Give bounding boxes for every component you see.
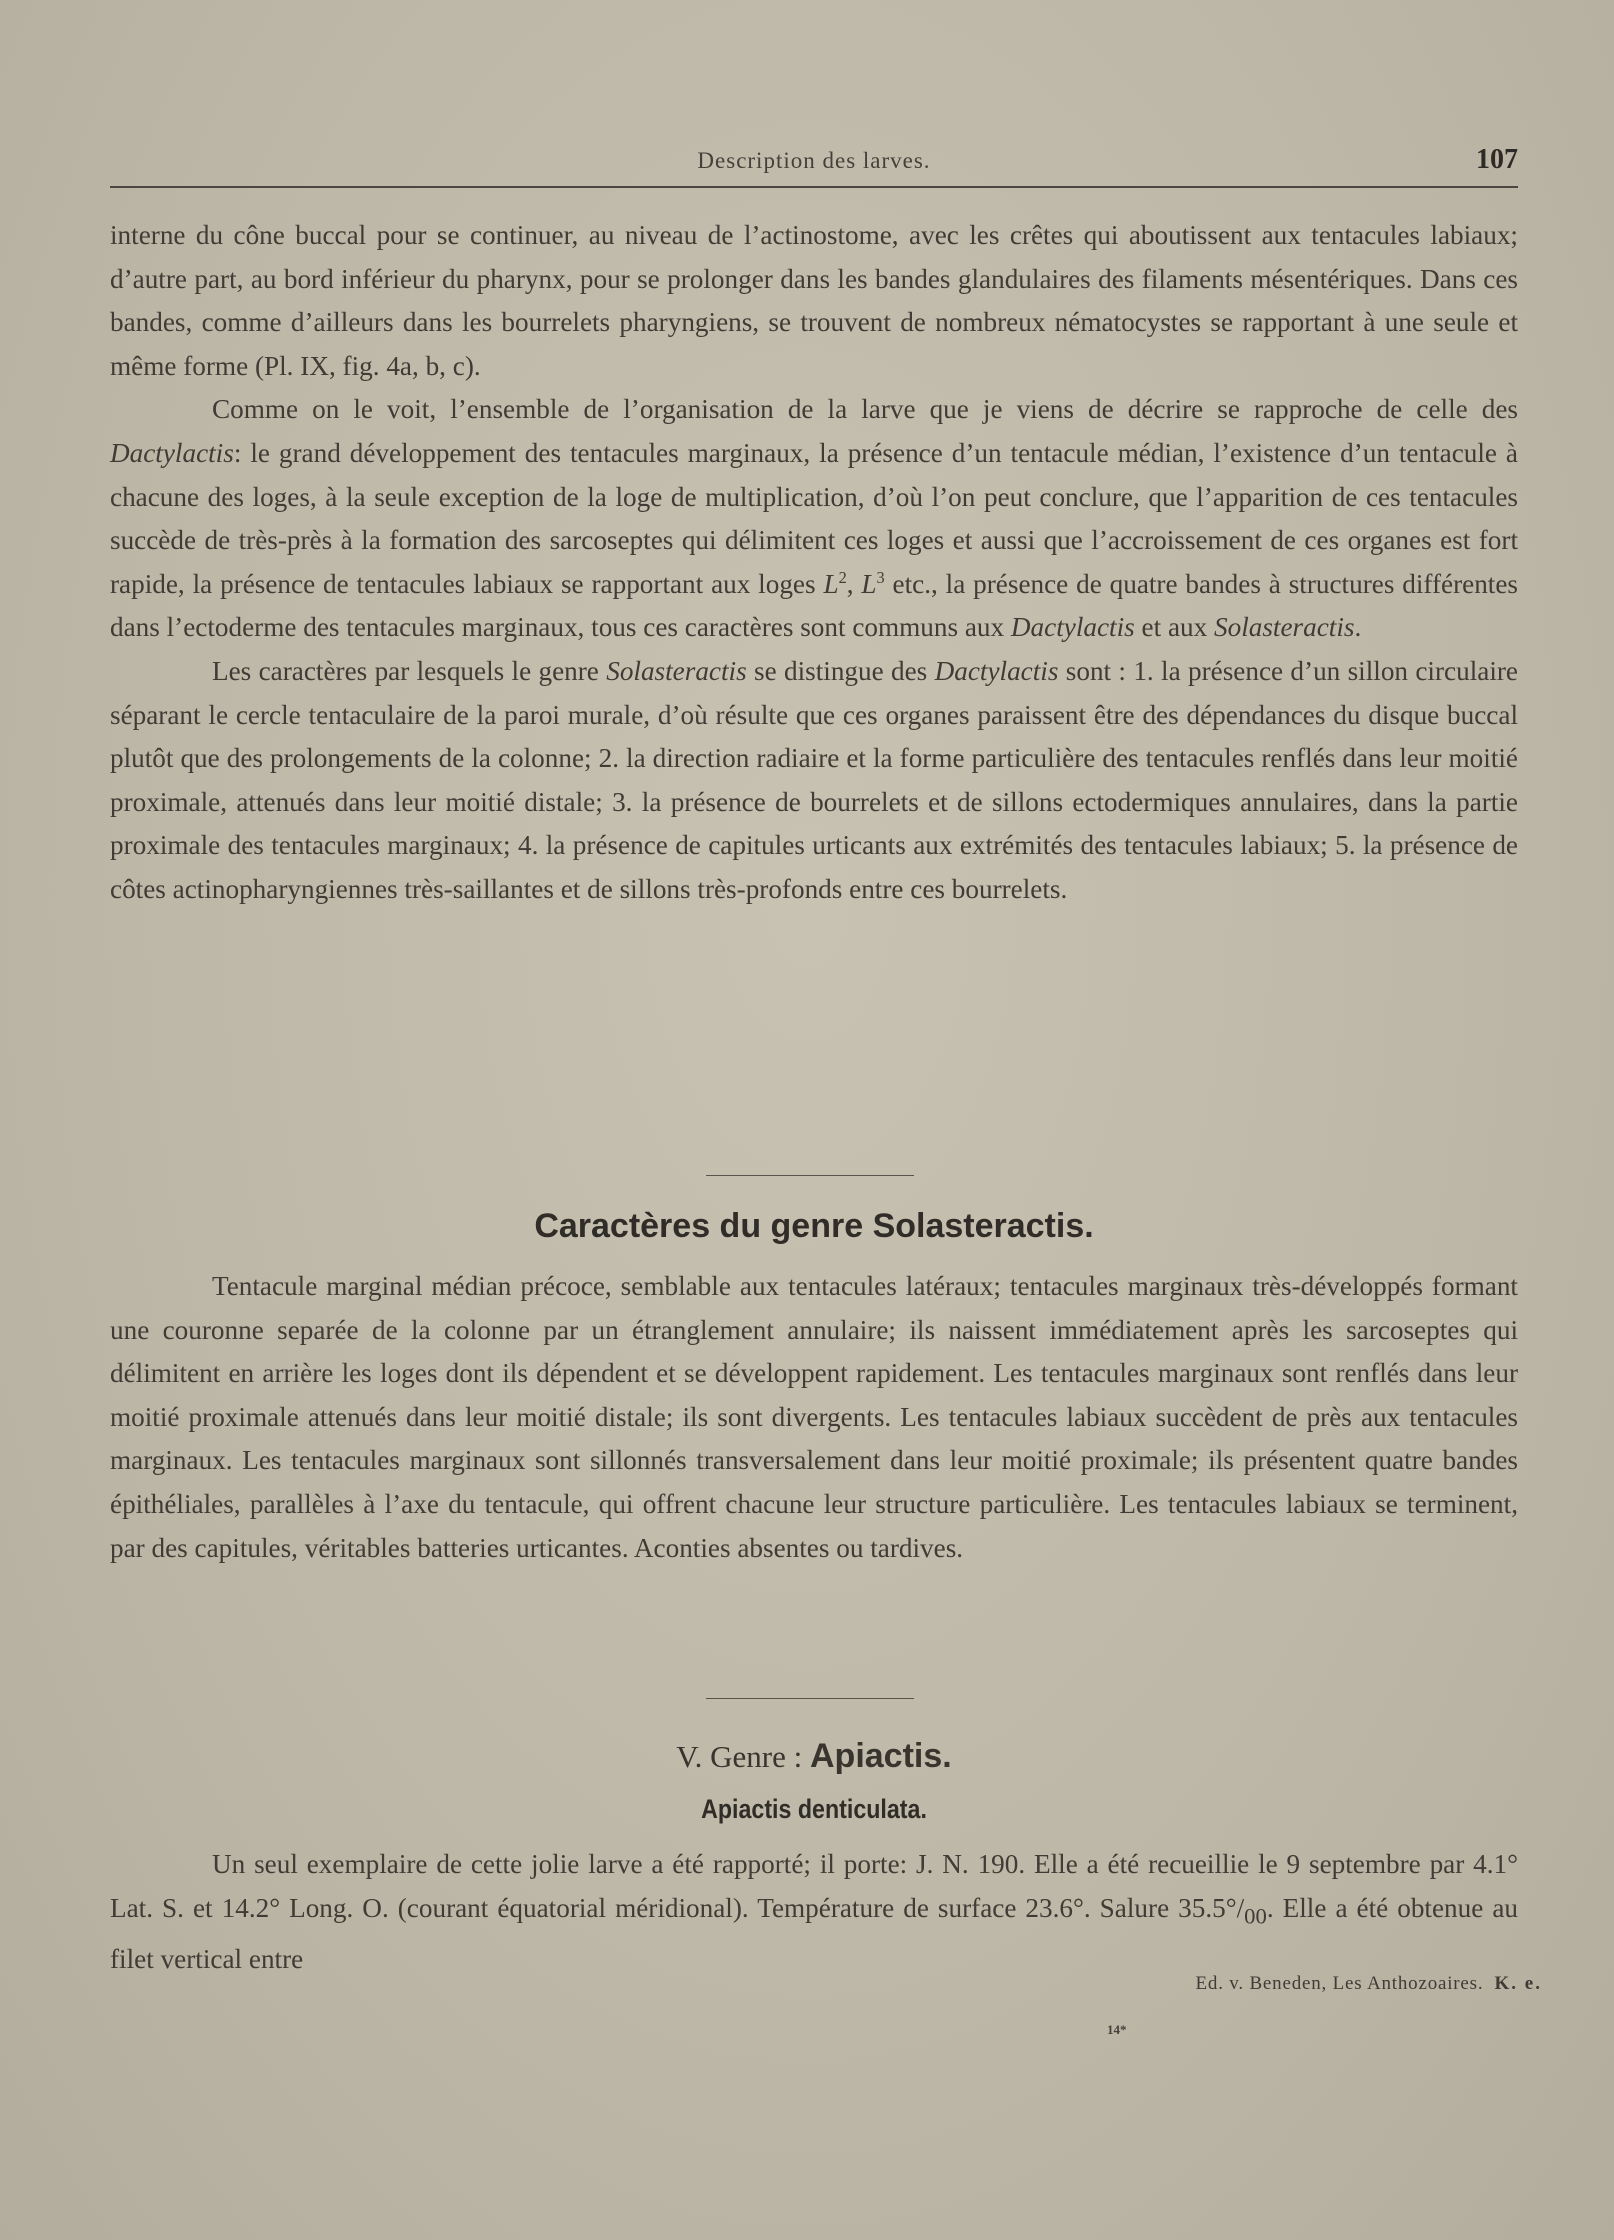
script-text: 3 bbox=[876, 567, 885, 587]
italic-term: L bbox=[823, 568, 839, 599]
text-run: Comme on le voit, l’ensemble de l’organisation de la larve que je viens de décrire se rapproche de celle des bbox=[212, 394, 1518, 425]
text-run: se distingue des bbox=[746, 655, 935, 686]
text-run: et aux bbox=[1134, 612, 1215, 643]
genus-heading bbox=[110, 1737, 1518, 1776]
italic-term: L bbox=[861, 568, 877, 599]
text-run: , bbox=[846, 568, 862, 599]
text-run: : le grand développement des tentacules marginaux, la présence d’un tentacule médian, l’existence d’un tentacule à chacune des loges, à la seule exception de la loge de multiplication, d’où l’on peut conclure, que l’apparition de ces tentacules succède de très-près à la formation des sarcoseptes qui délimitent ces loges et aussi que l’accroissement de ces organes est fort rapide, la présence de tentacules labiaux se rapportant aux loges bbox=[110, 437, 1518, 599]
text-run: etc., la présence de quatre bandes à structures différentes dans l’ectoderme des tentacules marginaux, tous ces caractères sont communs aux bbox=[110, 568, 1519, 643]
running-header bbox=[110, 146, 1518, 188]
italic-term: Dactylactis bbox=[934, 655, 1059, 686]
separator-rule bbox=[706, 1175, 914, 1176]
text-block-species bbox=[110, 1843, 1518, 1981]
paragraph bbox=[110, 1265, 1518, 1570]
separator-rule bbox=[706, 1698, 914, 1699]
source-text: Ed. v. Beneden, Les Anthozoaires. bbox=[1195, 1973, 1484, 1994]
section-title: Caractères du genre Solasteractis. bbox=[534, 1207, 1094, 1245]
page-number: 107 bbox=[1476, 144, 1518, 175]
text-run: . bbox=[1354, 612, 1362, 643]
source-tag: K. e. bbox=[1494, 1973, 1542, 1994]
genus-name: Apiactis. bbox=[810, 1737, 952, 1775]
text-block-top bbox=[110, 214, 1518, 912]
species-title: Apiactis denticulata. bbox=[701, 1794, 927, 1824]
text-run: interne du cône buccal pour se continuer, au niveau de l’actinostome, avec les crêtes qui aboutissent aux tentacules labiaux; d’autre part, au bord inférieur du pharynx, pour se prolonger dans les bandes glandulaires des filaments mésentériques. Dans ces bandes, comme d’ailleurs dans les bourrelets pharyngiens, se trouvent de nombreux nématocystes se rapportant à une seule et même forme (Pl. IX, fig. 4a, b, c). bbox=[110, 220, 1518, 381]
text-run: sont : 1. la présence d’un sillon circulaire séparant le cercle tentaculaire de la paroi murale, d’où résulte que ces organes paraissent être des dépendances du disque buccal plutôt que des prolongements de la colonne; 2. la direction radiaire et la forme particulière des tentacules renflés dans leur moitié proximale, attenués dans leur moitié distale; 3. la présence de bourrelets et de sillons ectodermiques annulaires, dans la partie proximale des tentacules marginaux; 4. la présence de capitules urticants aux extrémités des tentacules labiaux; 5. la présence de côtes actinopharyngiennes très-saillantes et de sillons très-profonds entre ces bourrelets. bbox=[110, 655, 1518, 904]
text-block-characters bbox=[110, 1265, 1518, 1570]
italic-term: Dactylactis bbox=[1010, 612, 1135, 643]
genus-prefix: V. Genre : bbox=[676, 1739, 803, 1774]
text-run: Un seul exemplaire de cette jolie larve a été rapporté; il porte: J. N. 190. Elle a été recueillie le 9 septembre par 4.1° Lat. S. et 14.2° Long. O. (courant équatorial méridional). Température de surface 23.6°. Salure 35.5°/ bbox=[110, 1849, 1518, 1923]
script-text: 00 bbox=[1244, 1903, 1267, 1929]
text-run: Tentacule marginal médian précoce, semblable aux tentacules latéraux; tentacules marginaux très-développés formant une couronne separée de la colonne par un étranglement annulaire; ils naissent immédiatement après les sarcoseptes qui délimitent en arrière les loges dont ils dépendent et se développent rapidement. Les tentacules marginaux sont renflés dans leur moitié proximale attenués dans leur moitié distale; ils sont divergents. Les tentacules labiaux succèdent de près aux tentacules marginaux. Les tentacules marginaux sont sillonnés transversalement dans leur moitié proximale; ils présentent quatre bandes épithéliales, parallèles à l’axe du tentacule, qui offrent chacune leur structure particulière. Les tentacules labiaux se terminent, par des capitules, véritables batteries urticantes. Aconties absentes ou tardives. bbox=[110, 1271, 1518, 1563]
italic-term: Solasteractis bbox=[1214, 612, 1355, 643]
running-title: Description des larves. bbox=[697, 148, 931, 173]
script-text: 2 bbox=[838, 567, 847, 587]
paragraph bbox=[110, 214, 1518, 388]
italic-term: Solasteractis bbox=[606, 655, 747, 686]
printer-signature: 14* bbox=[1107, 2022, 1127, 2037]
paragraph bbox=[110, 650, 1518, 912]
text-run: Les caractères par lesquels le genre bbox=[212, 655, 607, 686]
source-credit bbox=[1195, 1973, 1542, 1995]
paragraph bbox=[110, 388, 1518, 650]
italic-term: Dactylactis bbox=[110, 437, 234, 468]
paragraph bbox=[110, 1843, 1518, 1981]
text-run: . Elle a été obtenue au filet vertical entre bbox=[110, 1892, 1518, 1974]
